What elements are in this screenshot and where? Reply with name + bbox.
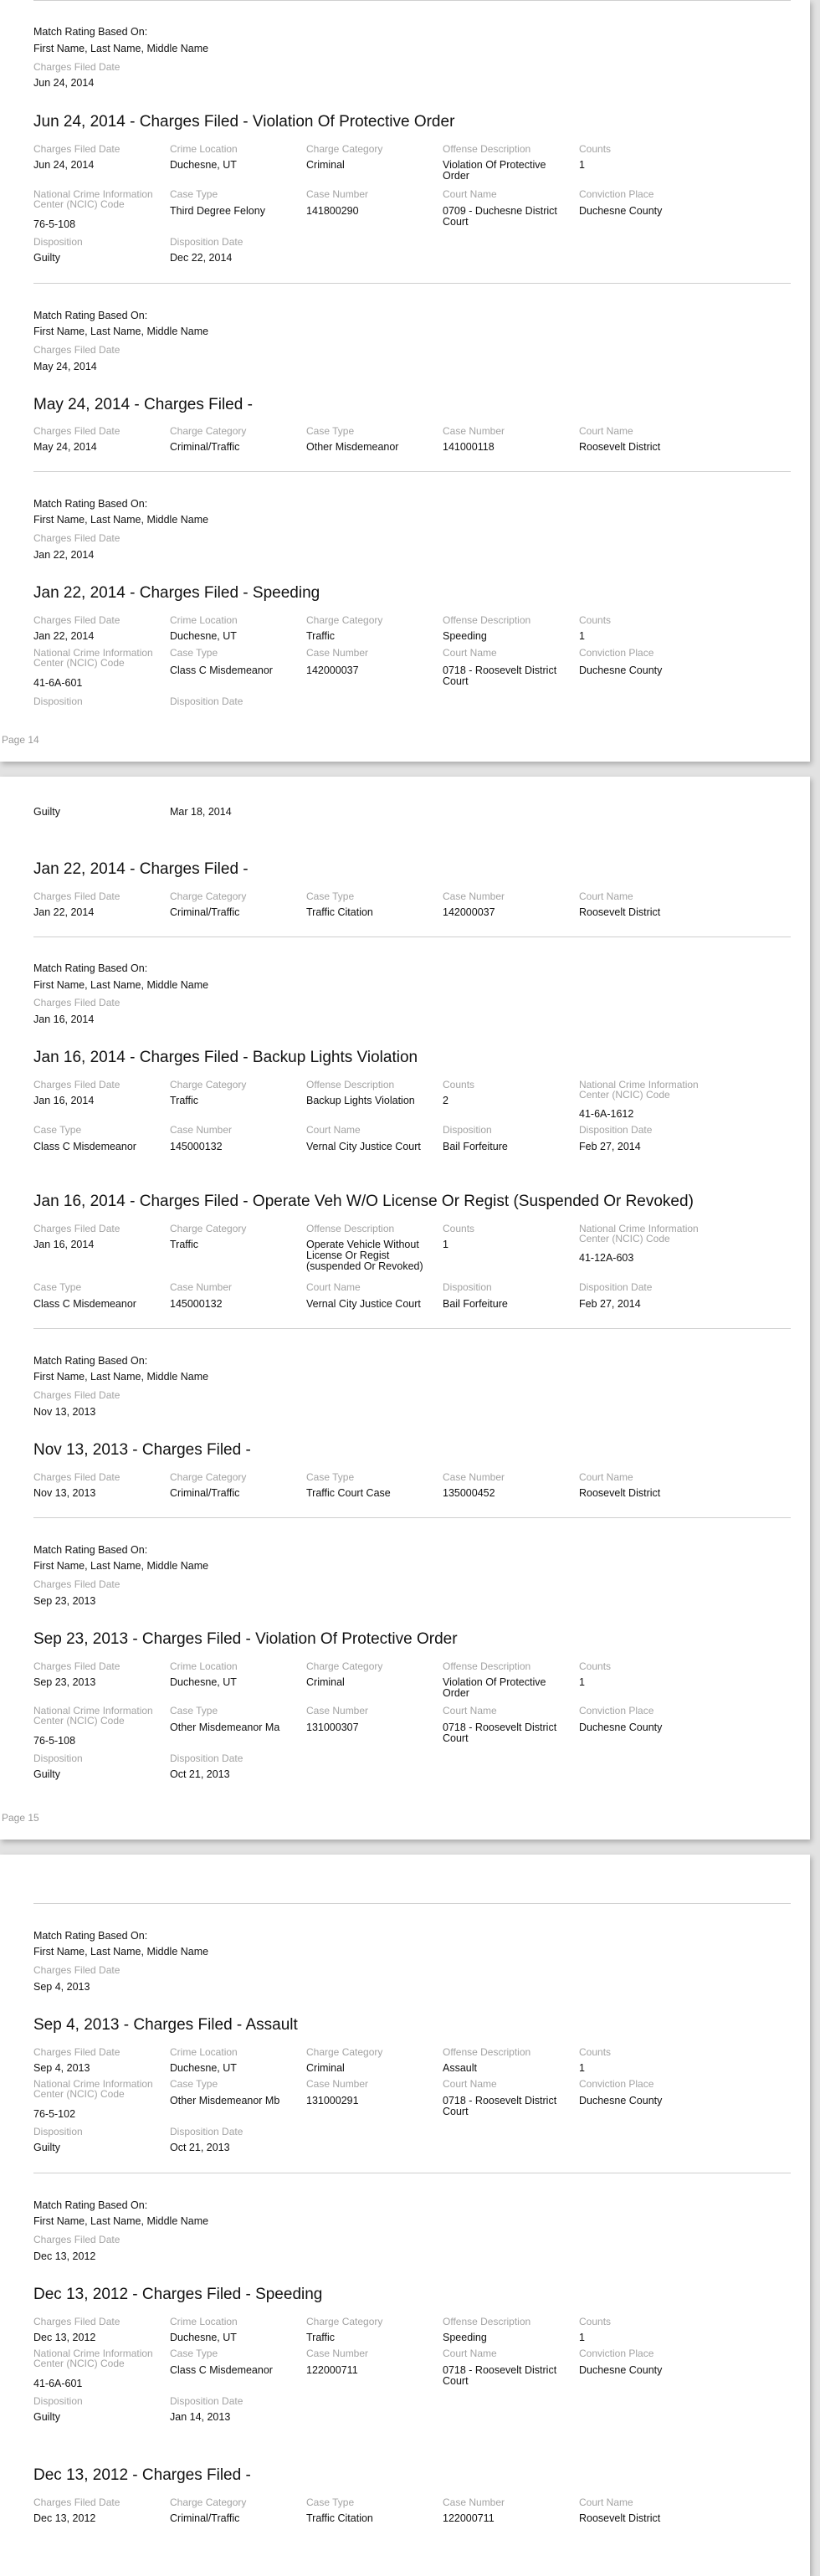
field-label: Court Name	[306, 1124, 361, 1136]
field-label: Charge Category	[306, 2316, 383, 2327]
field-value: Traffic	[306, 630, 336, 642]
charges-filed-date-value: Nov 13, 2013	[33, 1406, 96, 1418]
field-label: Charges Filed Date	[33, 2496, 120, 2508]
match-rating-fields: First Name, Last Name, Middle Name	[33, 2215, 209, 2227]
field-label: Conviction Place	[579, 188, 654, 200]
field-label: Case Type	[170, 2348, 218, 2359]
charge-title: May 24, 2014 - Charges Filed -	[33, 396, 253, 413]
divider	[33, 1517, 791, 1518]
field-label: National Crime Information Center (NCIC) Code	[33, 2078, 153, 2100]
field-label: Charge Category	[170, 425, 247, 437]
field-label: National Crime Information Center (NCIC) Code	[579, 1079, 699, 1101]
field-value: Other Misdemeanor	[306, 441, 399, 453]
field-label: Charges Filed Date	[33, 890, 120, 902]
field-label: Crime Location	[170, 2316, 238, 2327]
field-label: Charges Filed Date	[33, 143, 120, 155]
field-value: Nov 13, 2013	[33, 1487, 96, 1499]
field-label: Conviction Place	[579, 2078, 654, 2090]
field-value: 122000711	[443, 2512, 495, 2524]
match-rating-heading: Match Rating Based On:	[33, 962, 148, 974]
field-label: Counts	[579, 614, 612, 626]
report-page	[0, 1855, 810, 2576]
divider	[33, 471, 791, 472]
charges-filed-date-value: Jun 24, 2014	[33, 77, 95, 89]
field-value: Traffic	[170, 1095, 199, 1106]
field-label: Disposition	[33, 695, 83, 707]
match-rating-heading: Match Rating Based On:	[33, 1355, 148, 1367]
field-value: Dec 22, 2014	[170, 252, 233, 264]
field-label: Charges Filed Date	[33, 1223, 120, 1234]
match-rating-heading: Match Rating Based On:	[33, 498, 148, 510]
field-label: National Crime Information Center (NCIC) Code	[579, 1223, 699, 1244]
field-value: Backup Lights Violation	[306, 1095, 415, 1106]
charges-filed-date-label: Charges Filed Date	[33, 344, 120, 356]
field-label: Case Number	[306, 1705, 369, 1716]
field-label: Conviction Place	[579, 647, 654, 659]
field-value: Criminal	[306, 1676, 345, 1688]
charge-title: Jan 22, 2014 - Charges Filed -	[33, 860, 249, 878]
field-label: National Crime Information Center (NCIC) Code	[33, 1705, 153, 1727]
field-label: Charges Filed Date	[33, 1079, 120, 1090]
field-label: Charge Category	[306, 2046, 383, 2058]
field-label: Conviction Place	[579, 2348, 654, 2359]
field-label: Case Number	[170, 1281, 233, 1293]
field-label: Case Number	[443, 890, 505, 902]
field-value: 76-5-102	[33, 2108, 76, 2120]
field-value: Class C Misdemeanor	[33, 1298, 136, 1310]
charge-title: Sep 4, 2013 - Charges Filed - Assault	[33, 2016, 298, 2034]
page-number: Page 14	[2, 734, 39, 746]
report-page	[0, 0, 810, 762]
field-value: Roosevelt District	[579, 2512, 661, 2524]
field-value: 131000291	[306, 2095, 359, 2106]
field-value: Traffic	[306, 2332, 336, 2343]
field-value: 2	[443, 1095, 448, 1106]
field-value: Class C Misdemeanor	[170, 2364, 273, 2376]
field-value: Duchesne County	[579, 2364, 663, 2376]
field-label: Disposition	[33, 2126, 83, 2137]
field-value: Duchesne, UT	[170, 2062, 237, 2074]
field-label: Case Type	[170, 647, 218, 659]
field-value: Jun 24, 2014	[33, 159, 95, 171]
field-value: 41-6A-601	[33, 677, 83, 689]
field-value: Duchesne, UT	[170, 630, 237, 642]
divider	[33, 0, 791, 1]
field-label: Court Name	[579, 890, 633, 902]
field-value: 41-6A-1612	[579, 1108, 634, 1120]
field-label: Disposition Date	[170, 2395, 243, 2407]
field-value: Operate Vehicle Without License Or Regist (suspended Or Revoked)	[306, 1239, 423, 1272]
field-value: 0709 - Duchesne District Court	[443, 205, 557, 228]
field-value: 0718 - Roosevelt District Court	[443, 665, 557, 687]
field-value: 1	[443, 1239, 448, 1250]
divider	[33, 1903, 791, 1904]
field-value: 1	[579, 159, 585, 171]
field-value: Duchesne County	[579, 665, 663, 676]
field-label: Case Number	[306, 647, 369, 659]
report-page	[0, 777, 810, 1840]
field-value: Roosevelt District	[579, 1487, 661, 1499]
field-label: Case Type	[170, 1705, 218, 1716]
field-label: Case Number	[443, 425, 505, 437]
field-value: Criminal	[306, 2062, 345, 2074]
field-value: Sep 23, 2013	[33, 1676, 96, 1688]
field-value: 76-5-108	[33, 1735, 76, 1747]
divider	[33, 283, 791, 284]
field-label: Court Name	[579, 425, 633, 437]
field-label: Charge Category	[170, 1223, 247, 1234]
charges-filed-date-value: May 24, 2014	[33, 361, 97, 372]
field-value: Jan 22, 2014	[33, 906, 95, 918]
field-label: Case Number	[443, 2496, 505, 2508]
match-rating-fields: First Name, Last Name, Middle Name	[33, 43, 209, 54]
field-label: Court Name	[443, 2348, 497, 2359]
field-value: Guilty	[33, 252, 60, 264]
field-value: Speeding	[443, 2332, 487, 2343]
field-value: 1	[579, 1676, 585, 1688]
charge-title: Dec 13, 2012 - Charges Filed -	[33, 2466, 251, 2484]
field-value: Oct 21, 2013	[170, 2142, 230, 2153]
field-label: Case Number	[170, 1124, 233, 1136]
field-value: Duchesne, UT	[170, 1676, 237, 1688]
field-label: Counts	[443, 1223, 475, 1234]
field-label: Charges Filed Date	[33, 614, 120, 626]
field-label: Court Name	[579, 2496, 633, 2508]
field-label: Charge Category	[306, 614, 383, 626]
field-value: Traffic	[170, 1239, 199, 1250]
field-value: Traffic Citation	[306, 2512, 373, 2524]
field-value: 0718 - Roosevelt District Court	[443, 2364, 557, 2387]
field-label: Crime Location	[170, 143, 238, 155]
field-value: Vernal City Justice Court	[306, 1141, 421, 1152]
field-value: May 24, 2014	[33, 441, 97, 453]
charge-title: Dec 13, 2012 - Charges Filed - Speeding	[33, 2286, 323, 2303]
field-value: 1	[579, 630, 585, 642]
field-value: Jan 22, 2014	[33, 630, 95, 642]
charge-title: Jan 16, 2014 - Charges Filed - Operate Veh W/O License Or Regist (Suspended Or Revoked)	[33, 1193, 694, 1210]
field-value: Criminal/Traffic	[170, 906, 240, 918]
field-value: 1	[579, 2062, 585, 2074]
field-value: 122000711	[306, 2364, 358, 2376]
divider	[33, 1328, 791, 1329]
field-value: 141800290	[306, 205, 359, 217]
field-label: Charges Filed Date	[33, 1660, 120, 1672]
field-label: Court Name	[306, 1281, 361, 1293]
field-value: 41-12A-603	[579, 1252, 634, 1264]
charge-title: Jan 22, 2014 - Charges Filed - Speeding	[33, 584, 320, 602]
field-label: Crime Location	[170, 614, 238, 626]
charges-filed-date-label: Charges Filed Date	[33, 1578, 120, 1590]
match-rating-fields: First Name, Last Name, Middle Name	[33, 1371, 209, 1383]
field-label: National Crime Information Center (NCIC) Code	[33, 647, 153, 669]
field-value: Third Degree Felony	[170, 205, 265, 217]
field-label: Case Type	[170, 188, 218, 200]
field-value: Criminal/Traffic	[170, 2512, 240, 2524]
field-label: Court Name	[443, 2078, 497, 2090]
field-value: 135000452	[443, 1487, 495, 1499]
field-label: Case Type	[170, 2078, 218, 2090]
field-value: Sep 4, 2013	[33, 2062, 90, 2074]
match-rating-heading: Match Rating Based On:	[33, 1544, 148, 1556]
field-label: National Crime Information Center (NCIC) Code	[33, 2348, 153, 2369]
field-value: Guilty	[33, 2411, 60, 2423]
field-label: Charges Filed Date	[33, 2046, 120, 2058]
field-label: Offense Description	[306, 1079, 395, 1090]
page-number: Page 15	[2, 1812, 39, 1824]
field-label: Disposition Date	[170, 236, 243, 248]
field-label: Conviction Place	[579, 1705, 654, 1716]
field-value: Jan 16, 2014	[33, 1239, 95, 1250]
field-label: Case Type	[33, 1124, 82, 1136]
field-label: Case Type	[33, 1281, 82, 1293]
field-label: Charges Filed Date	[33, 2316, 120, 2327]
field-label: Offense Description	[443, 614, 531, 626]
match-rating-fields: First Name, Last Name, Middle Name	[33, 1946, 209, 1958]
field-value: Guilty	[33, 1768, 60, 1780]
charges-filed-date-label: Charges Filed Date	[33, 61, 120, 73]
field-value: Duchesne County	[579, 1722, 663, 1733]
field-label: Disposition	[443, 1281, 492, 1293]
field-value: Traffic Court Case	[306, 1487, 391, 1499]
field-value: Duchesne County	[579, 205, 663, 217]
field-label: Charges Filed Date	[33, 425, 120, 437]
field-value: Violation Of Protective Order	[443, 1676, 546, 1699]
field-label: Disposition	[33, 236, 83, 248]
field-label: Case Number	[306, 188, 369, 200]
match-rating-heading: Match Rating Based On:	[33, 310, 148, 321]
field-label: Counts	[579, 1660, 612, 1672]
field-value: Duchesne, UT	[170, 2332, 237, 2343]
field-label: Charge Category	[306, 1660, 383, 1672]
field-label: Crime Location	[170, 2046, 238, 2058]
field-value: Criminal/Traffic	[170, 1487, 240, 1499]
field-value: Roosevelt District	[579, 906, 661, 918]
field-label: Charge Category	[170, 1471, 247, 1483]
field-value: 145000132	[170, 1298, 223, 1310]
field-label: Court Name	[443, 647, 497, 659]
match-rating-fields: First Name, Last Name, Middle Name	[33, 514, 209, 526]
charges-filed-date-label: Charges Filed Date	[33, 2234, 120, 2245]
charges-filed-date-value: Sep 4, 2013	[33, 1981, 90, 1993]
field-label: Disposition	[33, 1752, 83, 1764]
field-label: Case Type	[306, 425, 355, 437]
field-value: 0718 - Roosevelt District Court	[443, 1722, 557, 1744]
field-value: 1	[579, 2332, 585, 2343]
field-label: Charge Category	[170, 890, 247, 902]
field-label: Disposition Date	[579, 1124, 653, 1136]
field-label: Charges Filed Date	[33, 1471, 120, 1483]
field-value: Dec 13, 2012	[33, 2332, 96, 2343]
field-label: Charge Category	[170, 1079, 247, 1090]
field-value: Criminal	[306, 159, 345, 171]
field-label: Case Type	[306, 2496, 355, 2508]
field-label: Offense Description	[443, 1660, 531, 1672]
field-value: Traffic Citation	[306, 906, 373, 918]
field-value: Criminal/Traffic	[170, 441, 240, 453]
match-rating-fields: First Name, Last Name, Middle Name	[33, 979, 209, 991]
field-label: Offense Description	[443, 2316, 531, 2327]
field-label: Case Number	[306, 2348, 369, 2359]
field-value: Violation Of Protective Order	[443, 159, 546, 182]
field-value: Duchesne, UT	[170, 159, 237, 171]
field-value: 142000037	[443, 906, 495, 918]
field-label: Counts	[579, 143, 612, 155]
field-value: Duchesne County	[579, 2095, 663, 2106]
field-value: 131000307	[306, 1722, 359, 1733]
field-value: Other Misdemeanor Ma	[170, 1722, 280, 1733]
field-label: Case Type	[306, 1471, 355, 1483]
field-value: Bail Forfeiture	[443, 1298, 508, 1310]
charges-filed-date-value: Dec 13, 2012	[33, 2250, 96, 2262]
field-value: Bail Forfeiture	[443, 1141, 508, 1152]
field-label: Disposition Date	[579, 1281, 653, 1293]
field-label: Counts	[579, 2046, 612, 2058]
field-value: Roosevelt District	[579, 441, 661, 453]
field-label: Offense Description	[443, 2046, 531, 2058]
charges-filed-date-label: Charges Filed Date	[33, 1389, 120, 1401]
field-label: Disposition Date	[170, 2126, 243, 2137]
charge-title: Nov 13, 2013 - Charges Filed -	[33, 1441, 251, 1459]
match-rating-heading: Match Rating Based On:	[33, 2199, 148, 2211]
field-label: Case Number	[306, 2078, 369, 2090]
divider	[33, 936, 791, 937]
field-label: Disposition	[33, 2395, 83, 2407]
field-label: National Crime Information Center (NCIC) Code	[33, 188, 153, 210]
field-label: Case Number	[443, 1471, 505, 1483]
match-rating-heading: Match Rating Based On:	[33, 26, 148, 38]
charges-filed-date-value: Jan 16, 2014	[33, 1013, 95, 1025]
field-label: Offense Description	[443, 143, 531, 155]
charges-filed-date-label: Charges Filed Date	[33, 997, 120, 1008]
field-value: Dec 13, 2012	[33, 2512, 96, 2524]
field-value: Vernal City Justice Court	[306, 1298, 421, 1310]
charges-filed-date-value: Jan 22, 2014	[33, 549, 95, 561]
match-rating-fields: First Name, Last Name, Middle Name	[33, 1560, 209, 1572]
field-value: Oct 21, 2013	[170, 1768, 230, 1780]
field-value: Jan 14, 2013	[170, 2411, 231, 2423]
field-label: Charge Category	[306, 143, 383, 155]
field-label: Court Name	[443, 1705, 497, 1716]
field-value: 76-5-108	[33, 218, 76, 230]
field-value: 141000118	[443, 441, 495, 453]
field-label: Case Type	[306, 890, 355, 902]
disposition-value: Guilty	[33, 806, 60, 818]
field-value: Speeding	[443, 630, 487, 642]
charges-filed-date-label: Charges Filed Date	[33, 1964, 120, 1976]
charge-title: Jan 16, 2014 - Charges Filed - Backup Lights Violation	[33, 1049, 418, 1066]
field-value: Assault	[443, 2062, 477, 2074]
disposition-date-value: Mar 18, 2014	[170, 806, 232, 818]
charge-title: Jun 24, 2014 - Charges Filed - Violation Of Protective Order	[33, 113, 455, 131]
field-value: 142000037	[306, 665, 359, 676]
field-label: Offense Description	[306, 1223, 395, 1234]
field-value: Guilty	[33, 2142, 60, 2153]
charges-filed-date-value: Sep 23, 2013	[33, 1595, 96, 1607]
match-rating-heading: Match Rating Based On:	[33, 1930, 148, 1942]
field-value: Other Misdemeanor Mb	[170, 2095, 280, 2106]
field-label: Court Name	[579, 1471, 633, 1483]
field-value: 41-6A-601	[33, 2378, 83, 2389]
field-value: Feb 27, 2014	[579, 1141, 641, 1152]
field-value: Class C Misdemeanor	[170, 665, 273, 676]
field-value: Feb 27, 2014	[579, 1298, 641, 1310]
field-value: Jan 16, 2014	[33, 1095, 95, 1106]
field-value: 0718 - Roosevelt District Court	[443, 2095, 557, 2117]
field-label: Disposition Date	[170, 695, 243, 707]
field-value: Class C Misdemeanor	[33, 1141, 136, 1152]
field-label: Counts	[579, 2316, 612, 2327]
field-label: Disposition Date	[170, 1752, 243, 1764]
field-label: Crime Location	[170, 1660, 238, 1672]
field-value: 145000132	[170, 1141, 223, 1152]
match-rating-fields: First Name, Last Name, Middle Name	[33, 326, 209, 337]
field-label: Disposition	[443, 1124, 492, 1136]
field-label: Court Name	[443, 188, 497, 200]
charge-title: Sep 23, 2013 - Charges Filed - Violation Of Protective Order	[33, 1630, 458, 1648]
charges-filed-date-label: Charges Filed Date	[33, 532, 120, 544]
field-label: Counts	[443, 1079, 475, 1090]
field-label: Charge Category	[170, 2496, 247, 2508]
